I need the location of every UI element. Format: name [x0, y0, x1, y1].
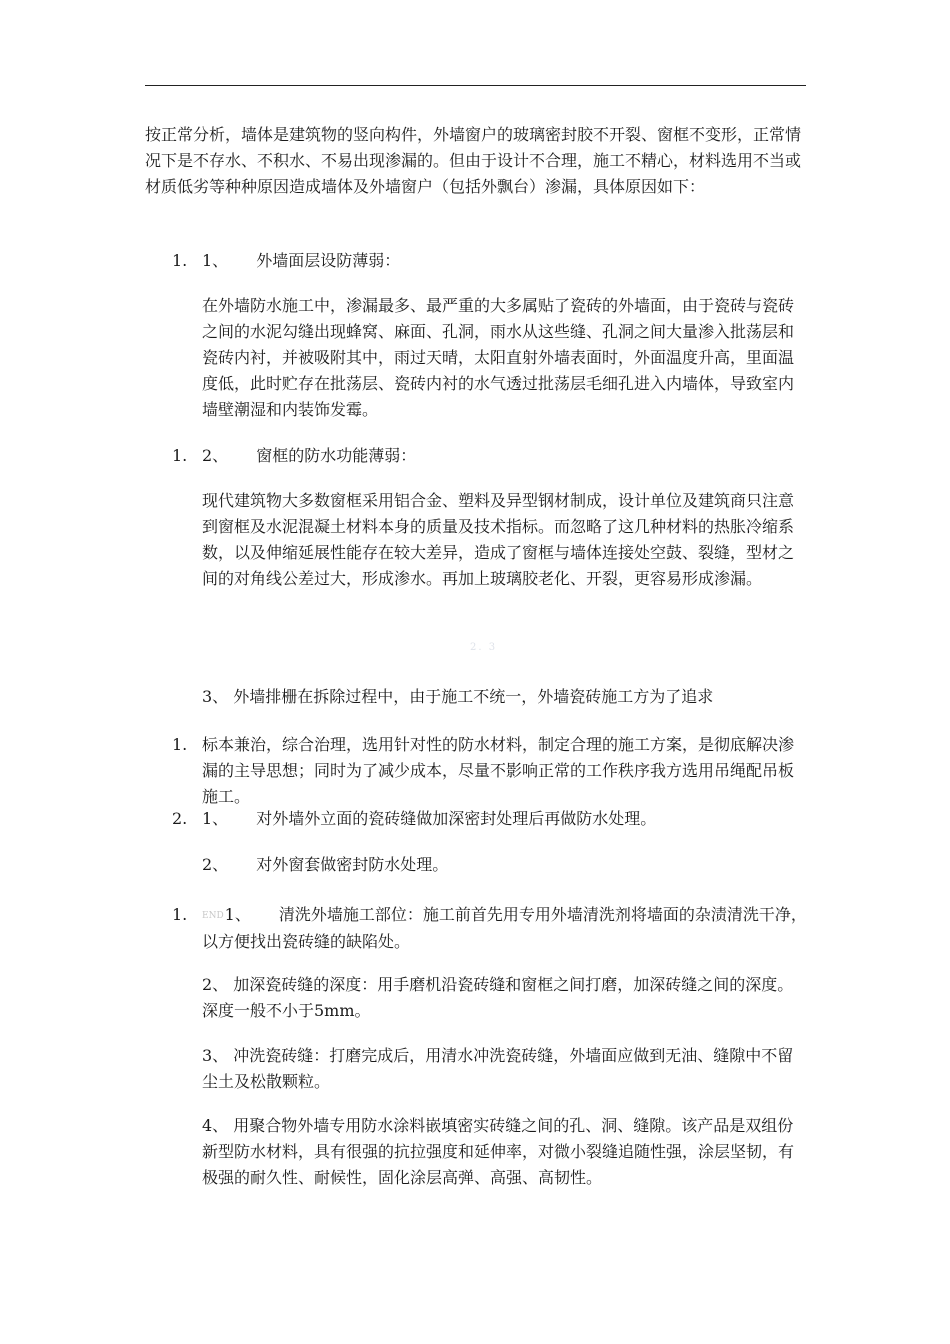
cause-2-body: 现代建筑物大多数窗框采用铝合金、塑料及异型钢材制成，设计单位及建筑商只注意到窗框及水泥混凝土材料本身的质量及技术指标。而忽略了这几种材料的热胀冷缩系数，以及伸缩延展性能存在较大差异，造成了窗框与墙体连接处空鼓、裂缝，型材之间的对角线公差过大，形成渗水。再加上玻璃胶老化、开裂，更容易形成渗漏。 — [202, 491, 795, 588]
measure-1-text: 对外墙外立面的瓷砖缝做加深密封处理后再做防水处理。 — [256, 809, 657, 828]
principle-paragraph: 标本兼治，综合治理，选用针对性的防水材料，制定合理的施工方案，是彻底解决渗漏的主导思想；同时为了减少成本，尽量不影响正常的工作秩序我方选用吊绳配吊板施工。 — [202, 735, 795, 806]
step-1 — [202, 902, 807, 955]
list-marker: 1. — [172, 735, 188, 754]
list-marker: 1. — [172, 446, 188, 465]
measure-2-number: 2、 — [202, 855, 229, 874]
measure-1 — [202, 806, 807, 832]
end-tag: END — [202, 911, 224, 921]
cause-1-heading — [202, 248, 802, 274]
step-3: 3、 冲洗瓷砖缝：打磨完成后，用清水冲洗瓷砖缝，外墙面应做到无油、缝隙中不留尘土及松散颗粒。 — [202, 1046, 794, 1091]
measure-2 — [202, 852, 807, 878]
cause-1-title: 外墙面层设防薄弱： — [256, 251, 401, 270]
cause-1-body: 在外墙防水施工中，渗漏最多、最严重的大多属贴了瓷砖的外墙面，由于瓷砖与瓷砖之间的水泥勾缝出现蜂窝、麻面、孔洞，雨水从这些缝、孔洞之间大量渗入批荡层和瓷砖内衬，并被吸附其中，雨过天晴，太阳直射外墙表面时，外面温度升高，里面温度低，此时贮存在批荡层、瓷砖内衬的水气透过批荡层毛细孔进入内墙体，导致室内墙壁潮湿和内装饰发霉。 — [202, 296, 795, 419]
measure-2-text: 对外窗套做密封防水处理。 — [256, 855, 449, 874]
list-marker: 1. — [172, 251, 188, 270]
cause-2-number: 2、 — [202, 446, 229, 465]
list-marker: 1. — [172, 905, 188, 924]
cause-1-number: 1、 — [202, 251, 229, 270]
step-2: 2、 加深瓷砖缝的深度：用手磨机沿瓷砖缝和窗框之间打磨，加深砖缝之间的深度。深度一般不小于5mm。 — [202, 975, 794, 1020]
cause-2-heading — [202, 443, 802, 469]
cause-3-line: 3、 外墙排栅在拆除过程中，由于施工不统一，外墙瓷砖施工方为了追求 — [202, 687, 714, 706]
list-marker: 2. — [172, 809, 188, 828]
faint-list-mark: 2. 3 — [470, 642, 498, 653]
step-1-text: 清洗外墙施工部位：施工前首先用专用外墙清洗剂将墙面的杂渍清洗干净，以方便找出瓷砖缝的缺陷处。 — [202, 905, 807, 951]
step-4: 4、 用聚合物外墙专用防水涂料嵌填密实砖缝之间的孔、洞、缝隙。该产品是双组份新型防水材料，具有很强的抗拉强度和延伸率，对微小裂缝追随性强，涂层坚韧，有极强的耐久性、耐候性，固化涂层高弹、高强、高韧性。 — [202, 1116, 795, 1187]
cause-2-title: 窗框的防水功能薄弱： — [256, 446, 417, 465]
step-1-number: 1、 — [224, 905, 251, 924]
header-rule — [145, 85, 806, 86]
intro-paragraph: 按正常分析，墙体是建筑物的竖向构件，外墙窗户的玻璃密封胶不开裂、窗框不变形，正常情况下是不存水、不积水、不易出现渗漏的。但由于设计不合理，施工不精心，材料选用不当或材质低劣等种种原因造成墙体及外墙窗户（包括外飘台）渗漏，具体原因如下： — [145, 125, 802, 196]
measure-1-number: 1、 — [202, 809, 229, 828]
